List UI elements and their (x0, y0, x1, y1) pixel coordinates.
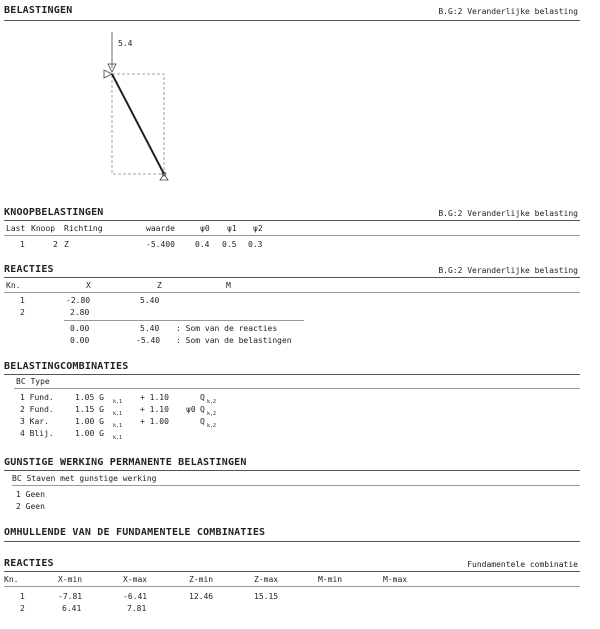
bc-label: 2 Fund. (20, 405, 54, 414)
sum-label: : Som van de reacties (176, 324, 278, 333)
divider (4, 277, 580, 278)
section-title-knoopbelastingen: KNOOPBELASTINGEN (4, 207, 104, 218)
sum-divider (64, 320, 304, 321)
cell-z: 5.40 (140, 296, 160, 305)
gunstige-row: 1 Geen (16, 490, 45, 499)
col-header-kn: Kn. (4, 575, 19, 584)
factor-g: 1.00 G (75, 429, 104, 438)
divider (4, 220, 580, 221)
divider (4, 541, 580, 542)
col-header-kn: Kn. (6, 281, 21, 290)
support-bottom-icon (160, 174, 168, 180)
col-header-staven: BC Staven met gunstige werking (12, 474, 157, 483)
divider (4, 571, 580, 572)
load-case-label: B.G:2 Veranderlijke belasting (438, 7, 578, 16)
cell-z-min: 12.46 (189, 592, 214, 601)
col-header-z-min: Z-min (189, 575, 214, 584)
bc-label: 1 Fund. (20, 393, 54, 402)
divider (4, 292, 580, 293)
divider (4, 470, 580, 471)
cell-richting: Z (64, 240, 69, 249)
subscript-q: k,2 (207, 399, 217, 405)
subscript-g: k,1 (113, 435, 123, 441)
col-header-m-min: M-min (318, 575, 343, 584)
cell-psi0: 0.4 (195, 240, 210, 249)
q-label: Q (200, 405, 205, 414)
col-header-z-max: Z-max (254, 575, 279, 584)
col-header-x-min: X-min (58, 575, 83, 584)
col-header-psi2: ψ2 (253, 224, 263, 233)
combination-label: Fundamentele combinatie (467, 560, 578, 569)
col-header-m: M (226, 281, 231, 290)
divider (14, 388, 580, 389)
factor-q: + 1.10 (140, 393, 169, 402)
cell-psi1: 0.5 (222, 240, 237, 249)
section-title-omhullende: OMHULLENDE VAN DE FUNDAMENTELE COMBINATIES (4, 527, 266, 538)
cell-kn: 2 (20, 308, 25, 317)
col-header-z: Z (157, 281, 162, 290)
load-value-label: 5.4 (118, 39, 133, 48)
sum-label: : Som van de belastingen (176, 336, 292, 345)
col-header-x-max: X-max (123, 575, 148, 584)
divider (4, 586, 580, 587)
psi-label: ψ0 (186, 405, 196, 414)
cell-x-min: 6.41 (62, 604, 82, 613)
divider (4, 235, 580, 236)
cell-kn: 1 (20, 592, 25, 601)
cell-knoop: 2 (53, 240, 58, 249)
sum-z: -5.40 (136, 336, 161, 345)
section-title-combinaties: BELASTINGCOMBINATIES (4, 361, 129, 372)
cell-waarde: -5.400 (146, 240, 175, 249)
load-case-label: B.G:2 Veranderlijke belasting (438, 209, 578, 218)
gunstige-row: 2 Geen (16, 502, 45, 511)
combination-row (20, 429, 123, 441)
cell-z-max: 15.15 (254, 592, 279, 601)
subscript-g: k,1 (113, 399, 123, 405)
factor-g: 1.05 G (75, 393, 104, 402)
factor-g: 1.15 G (75, 405, 104, 414)
sum-z: 5.40 (140, 324, 160, 333)
subscript-q: k,2 (207, 411, 217, 417)
section-title-gunstige: GUNSTIGE WERKING PERMANENTE BELASTINGEN (4, 457, 247, 468)
cell-x-max: -6.41 (123, 592, 148, 601)
cell-psi2: 0.3 (248, 240, 263, 249)
sum-x: 0.00 (70, 324, 90, 333)
combination-row (20, 393, 217, 405)
subscript-q: k,2 (207, 423, 217, 429)
col-header-bc-type: BC Type (16, 377, 50, 386)
col-header-waarde: waarde (146, 224, 175, 233)
section-title-reacties: REACTIES (4, 264, 54, 275)
col-header-richting: Richting (64, 224, 103, 233)
cell-x-max: 7.81 (127, 604, 147, 613)
combination-row (20, 417, 217, 429)
cell-kn: 2 (20, 604, 25, 613)
bc-label: 4 Blij. (20, 429, 54, 438)
factor-g: 1.00 G (75, 417, 104, 426)
col-header-psi0: ψ0 (200, 224, 210, 233)
bc-label: 3 Kar. (20, 417, 49, 426)
support-top-icon (104, 70, 112, 78)
q-label: Q (200, 393, 205, 402)
col-header-x: X (86, 281, 91, 290)
cell-last: 1 (20, 240, 25, 249)
section-title-reacties-fund: REACTIES (4, 558, 54, 569)
q-label: Q (200, 417, 205, 426)
cell-x-min: -7.81 (58, 592, 83, 601)
factor-q: + 1.00 (140, 417, 169, 426)
cell-x: -2.80 (66, 296, 91, 305)
col-header-last: Last (6, 224, 26, 233)
divider (4, 20, 580, 21)
divider (4, 374, 580, 375)
subscript-g: k,1 (113, 411, 123, 417)
divider (12, 485, 580, 486)
cell-x: 2.80 (70, 308, 90, 317)
structure-diagram (95, 30, 185, 190)
section-title-belastingen: BELASTINGEN (4, 5, 73, 16)
factor-q: + 1.10 (140, 405, 169, 414)
col-header-knoop: Knoop (31, 224, 56, 233)
load-case-label: B.G:2 Veranderlijke belasting (438, 266, 578, 275)
member-bar (112, 74, 164, 174)
cell-kn: 1 (20, 296, 25, 305)
col-header-psi1: ψ1 (227, 224, 237, 233)
sum-x: 0.00 (70, 336, 90, 345)
col-header-m-max: M-max (383, 575, 408, 584)
combination-row (20, 405, 217, 417)
subscript-g: k,1 (113, 423, 123, 429)
